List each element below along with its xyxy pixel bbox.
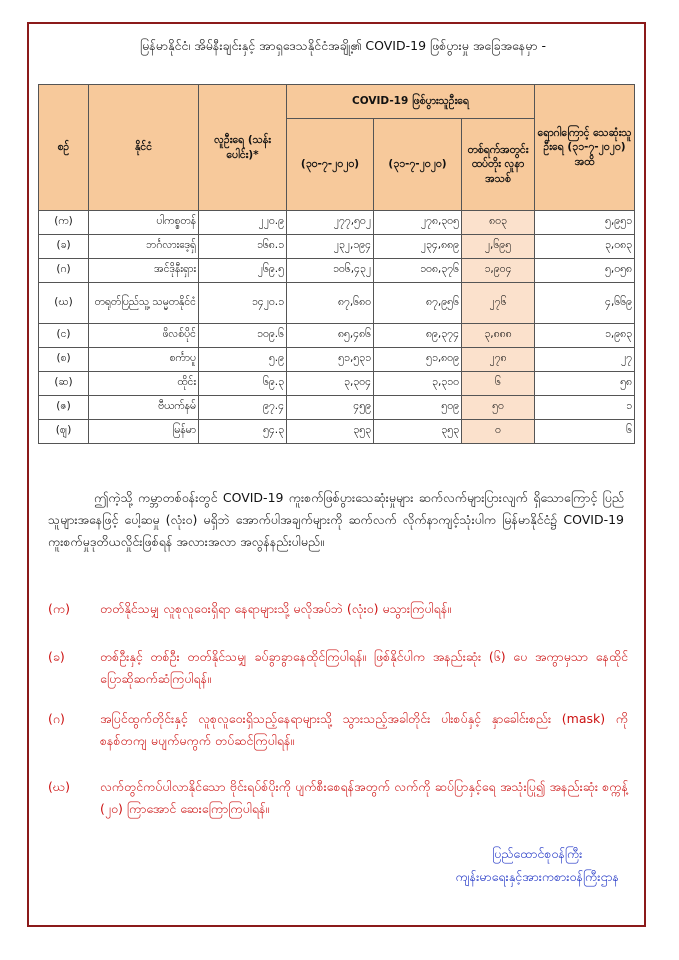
cell-population: ၂၆၉.၅ — [199, 259, 287, 283]
cell-deaths: ၄,၆၆၉ — [535, 283, 635, 324]
signature-title: ပြည်ထောင်စုဝန်ကြီး — [492, 846, 583, 861]
cell-country: ဖိလစ်ပိုင် — [89, 324, 199, 348]
cell-population: ၅၄.၃ — [199, 420, 287, 444]
cell-no: (က) — [39, 211, 89, 235]
cell-no: (ဇ) — [39, 396, 89, 420]
rule-text: တစ်ဦးနှင့် တစ်ဦး တတ်နိုင်သမျှ ခပ်ခွာခွာနေထိုင်ကြပါရန်။ ဖြစ်နိုင်ပါက အနည်းဆုံး (၆) ပေ အကွာမှသာ နေထိုင်ပြောဆိုဆက်ဆံကြပါရန်။ — [100, 649, 628, 686]
cell-deaths: ၁,၉၈၃ — [535, 324, 635, 348]
cell-deaths: ၆ — [535, 420, 635, 444]
cell-population: ၉၇.၄ — [199, 396, 287, 420]
cell-population: ၆၉.၃ — [199, 372, 287, 396]
table-row — [39, 396, 635, 420]
advisory-paragraph — [48, 487, 624, 553]
cell-deaths: ၃,၀၈၃ — [535, 235, 635, 259]
cell-country: ထိုင်း — [89, 372, 199, 396]
table-row — [39, 324, 635, 348]
advisory-text: ဤကဲ့သို့ ကမ္ဘာတစ်ဝန်းတွင် COVID-19 ကူးစက်ဖြစ်ပွားသေဆုံးမှုများ ဆက်လက်များပြားလျက် ရှိသောကြောင့် ပြည်သူများအနေဖြင့် ပေါ့ဆမှု (လုံးဝ) မရှိဘဲ အောက်ပါအချက်များကို ဆက်လက် လိုက်နာကျင့်သုံးပါက မြန်မာနိုင်ငံ၌ COVID-19 ကူးစက်မှုဒုတိယလှိုင်းဖြစ်ရန် အလားအလာ အလွန်နည်းပါမည်။ — [48, 490, 624, 549]
cell-country: စင်္ကာပူ — [89, 348, 199, 372]
cell-cases-31: ၂၃၄,၈၈၉ — [374, 235, 462, 259]
header-date-2: (၃၁-၇-၂၀၂၀) — [374, 119, 462, 211]
cell-cases-30: ၃,၃၀၄ — [287, 372, 374, 396]
header-deaths: ရောဂါကြောင့် သေဆုံးသူဦးရေ (၃၁-၇-၂၀၂၀) အထိ — [535, 85, 635, 211]
header-daily-new: တစ်ရက်အတွင်း ထပ်တိုး လူနာအသစ် — [462, 119, 535, 211]
cell-population: ၅.၉ — [199, 348, 287, 372]
cell-cases-30: ၃၅၃ — [287, 420, 374, 444]
cell-cases-31: ၃၅၃ — [374, 420, 462, 444]
cell-population: ၁၆၈.၁ — [199, 235, 287, 259]
cell-no: (စ) — [39, 348, 89, 372]
cell-cases-31: ၈၉,၃၇၄ — [374, 324, 462, 348]
signature-block — [455, 842, 619, 888]
cell-deaths: ၂၇ — [535, 348, 635, 372]
cell-deaths: ၁ — [535, 396, 635, 420]
cell-country: အင်ဒိုနီးရှား — [89, 259, 199, 283]
cell-no: (ဆ) — [39, 372, 89, 396]
cell-cases-30: ၈၅,၄၈၆ — [287, 324, 374, 348]
cell-daily-new: ၂၇၈ — [462, 348, 535, 372]
cell-daily-new: ၅၀ — [462, 396, 535, 420]
header-population: လူဦးရေ (သန်းပေါင်း)* — [199, 85, 287, 211]
cell-cases-30: ၅၁,၅၃၁ — [287, 348, 374, 372]
cell-deaths: ၅,၀၅၈ — [535, 259, 635, 283]
page-title: မြန်မာနိုင်ငံ၊ အိမ်နီးချင်းနှင့် အာရှဒေသနိုင်ငံအချို့၏ COVID-19 ဖြစ်ပွားမှု အခြေအနေမှာ - — [140, 38, 546, 53]
cell-daily-new: ၀ — [462, 420, 535, 444]
header-date-1: (၃၀-၇-၂၀၂၀) — [287, 119, 374, 211]
rule-number: (ဂ) — [48, 711, 65, 726]
header-no: စဉ် — [39, 85, 89, 211]
cell-no: (ဈ) — [39, 420, 89, 444]
table-row — [39, 235, 635, 259]
cell-no: (ခ) — [39, 235, 89, 259]
rule-number: (က) — [48, 601, 70, 616]
cell-daily-new: ၂၇၆ — [462, 283, 535, 324]
cell-cases-31: ၁၀၈,၃၇၆ — [374, 259, 462, 283]
cell-no: (ဂ) — [39, 259, 89, 283]
table-row — [39, 348, 635, 372]
header-country: နိုင်ငံ — [89, 85, 199, 211]
cell-daily-new: ၂,၆၉၅ — [462, 235, 535, 259]
cell-country: မြန်မာ — [89, 420, 199, 444]
rule-item — [48, 708, 628, 752]
rule-text: တတ်နိုင်သမျှ လူစုလူဝေးရှိရာ နေရာများသို့ မလိုအပ်ဘဲ (လုံးဝ) မသွားကြပါရန်။ — [100, 601, 452, 616]
cell-cases-30: ၂၇၇,၅၀၂ — [287, 211, 374, 235]
cell-daily-new: ၈၀၃ — [462, 211, 535, 235]
cell-cases-30: ၁၀၆,၄၃၂ — [287, 259, 374, 283]
table-row — [39, 259, 635, 283]
cell-country: ဘင်္ဂလားဒေ့ရှ် — [89, 235, 199, 259]
cell-deaths: ၅၈ — [535, 372, 635, 396]
cell-country: ဗီယက်နမ် — [89, 396, 199, 420]
rule-text: အပြင်ထွက်တိုင်းနှင့် လူစုလူဝေးရှိသည့်နေရာများသို့ သွားသည့်အခါတိုင်း ပါးစပ်နှင့် နှာခေါင်းစည်း (mask) ကို စနစ်တကျ မပျက်မကွက် တပ်ဆင်ကြပါရန်။ — [100, 711, 628, 748]
table-row — [39, 372, 635, 396]
cell-country: တရုတ်ပြည်သူ့ သမ္မတနိုင်ငံ — [89, 283, 199, 324]
table-row — [39, 211, 635, 235]
cell-cases-30: ၂၃၂,၁၉၄ — [287, 235, 374, 259]
table-row — [39, 283, 635, 324]
cell-cases-30: ၄၅၉ — [287, 396, 374, 420]
table-row — [39, 420, 635, 444]
rule-number: (ခ) — [48, 649, 65, 664]
table-body — [39, 211, 635, 444]
cell-no: (င) — [39, 324, 89, 348]
cell-daily-new: ၃,၈၈၈ — [462, 324, 535, 348]
signature-ministry: ကျန်းမာရေးနှင့်အားကစားဝန်ကြီးဌာန — [455, 869, 619, 884]
cell-cases-30: ၈၇,၆၈၀ — [287, 283, 374, 324]
cell-cases-31: ၂၇၈,၃၀၅ — [374, 211, 462, 235]
cell-population: ၁၄၂၀.၁ — [199, 283, 287, 324]
rule-text: လက်တွင်ကပ်ပါလာနိုင်သော ဗိုင်းရပ်စ်ပိုးကို ပျက်စီးစေရန်အတွက် လက်ကို ဆပ်ပြာနှင့်ရေ အသုံးပြု၍ အနည်းဆုံး စက္ကန့် (၂၀) ကြာအောင် ဆေးကြောကြပါရန်။ — [100, 779, 628, 816]
rule-item — [48, 776, 628, 820]
cell-cases-31: ၅၁,၈၀၉ — [374, 348, 462, 372]
cell-cases-31: ၈၇,၉၅၆ — [374, 283, 462, 324]
cell-deaths: ၅,၉၅၁ — [535, 211, 635, 235]
cell-cases-31: ၅၀၉ — [374, 396, 462, 420]
cell-no: (ဃ) — [39, 283, 89, 324]
cell-daily-new: ၆ — [462, 372, 535, 396]
cell-country: ပါကစ္စတန် — [89, 211, 199, 235]
cell-population: ၁၀၉.၆ — [199, 324, 287, 348]
header-cases-group: COVID-19 ဖြစ်ပွားသူဦးရေ — [287, 85, 535, 119]
cell-daily-new: ၁,၉၀၄ — [462, 259, 535, 283]
covid-stats-table — [38, 84, 635, 444]
cell-cases-31: ၃,၃၁၀ — [374, 372, 462, 396]
rule-item — [48, 598, 628, 620]
rule-number: (ဃ) — [48, 779, 70, 794]
rule-item — [48, 646, 628, 690]
cell-population: ၂၂၀.၉ — [199, 211, 287, 235]
